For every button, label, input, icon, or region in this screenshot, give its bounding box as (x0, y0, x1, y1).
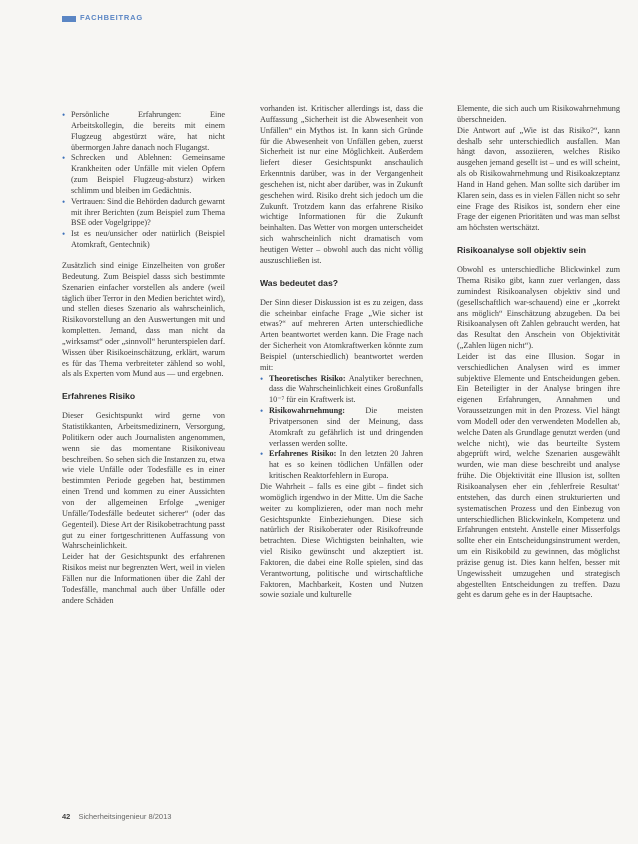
subheading-erfahrenes-risiko: Erfahrenes Risiko (62, 391, 136, 402)
section-marker (62, 16, 76, 22)
page-footer (62, 812, 171, 821)
page-number: 42 (62, 812, 71, 821)
subheading-was-bedeutet-das: Was bedeutet das? (260, 277, 338, 288)
column-3 (457, 104, 620, 601)
paragraph: Dieser Gesichtspunkt wird gerne von Statistikkanten, Arbeitsmedizinern, Versorgung, Politikern oder auch Journalisten angenommen, wenn sie das momentane Risikoniveau beschreiben. So sehen sich die Instanzen zu, etwa wie viele Unfälle oder Todesfälle es in einer bestimmten Periode gegeben hat, bestimmen einen Trend und kommen zu einer Aussichten von der allgemeinen Erfolge „weniger Unfälle/Todesfälle bedeutet sicherer“ (oder das Gegenteil). Diese Art der Risikobetrachtung passt gut zu einer fortgeschrittenen Auffassung von Wahrscheinlichkeit. (62, 411, 225, 551)
bullet-list-2 (260, 374, 423, 482)
list-item: • Theoretisches Risiko: Analytiker berechnen, dass die Wahrscheinlichkeit eines Großunfalls 10⁻⁷ für ein Kraftwerk ist. (260, 374, 423, 407)
paragraph: Leider ist das eine Illusion. Sogar in verschiedlichen Analysen wird es immer subjektive Elemente und Entscheidungen geben. Ein Beteiligter in der Analyse bringen ihre eigenen Erfahrungen, Annahmen und Voraussetzungen mit in den Prozess. Viel hängt vom Modell oder den verwendeten Modellen ab, welche Daten als Grundlage genutzt werden (und welche nicht), wie das beurteilte System abgeprüft wird, welche Szenarien ausgewählt wurden, wie man diese beschreibt und analyse frühe. Die Objektivität eine Illusion ist, sollten Risikoanalysen eher ein ‚fehlerfreie Resultat‘ entstehen, das durch einen strukturierten und systematischen Prozess und den Einbezug von unterschiedlichen Blickwinkeln, Kompetenz und Erfahrungen entsteht. Anstelle einer Misserfolgs sollte eher ein Entscheidungsinstrument werden, um ein Risikobild zu gewinnen, das möglichst präzise genug ist. Dies kann helfen, besser mit Ungewissheit umzugehen und strategisch abgestellten Entscheidungen zu treffen. Dazu geht es darum gehe es in der Hauptsache. (457, 351, 620, 600)
paragraph: vorhanden ist. Kritischer allerdings ist, dass die Auffassung „Sicherheit ist die Abwesenheit von Unfällen“ ein Mythos ist. In kann sich Gründe für die Abwesenheit von Unfällen geben, zuerst Sicherheit ist nur eine Möglichkeit. Außerdem liefert dieser Gesichtspunkt anschaulich Erkenntnis darüber, was in der Vergangenheit geschehen ist, nicht aber darüber, was in Zukunft geschehen wird. Risiko dreht sich jedoch um die Zukunft. Trotzdem kann das erfahrene Risiko wichtige Informationen für die Zukunft beinhalten. Das Wetter von morgen unterscheidet sich wahrscheinlich nicht dramatisch vom heutigen Wetter – obwohl auch das nicht völlig auszuschließen ist. (260, 104, 423, 265)
list-item: • Erfahrenes Risiko: In den letzten 20 Jahren hat es so keinen tödlichen Unfällen oder kritischen Reaktorfehlern in Europa. (260, 449, 423, 482)
paragraph: Die Antwort auf „Wie ist das Risiko?“, kann deshalb sehr unterschiedlich ausfallen. Man hängt davon, assoziieren, welches Risiko ausgehen jemand gesellt ist – und es will scheint, als ob Risikowahrnehmung und Risikoakzeptanz Hand in Hand gehen. Man sollte sich darüber im Klaren sein, dass es in vielen Fällen nicht so sehr eine Frage des Risikos ist, sondern eher eine Frage der eigenen Prioritäten und was man selbst am höchsten wertschätzt. (457, 125, 620, 233)
paragraph: Zusätzlich sind einige Einzelheiten von großer Bedeutung. Zum Beispiel dasss sich bestimmte Szenarien einfacher vorstellen als andere (weil täglich über Terror in den Medien berichtet wird), und stellen dieses Szenario als wahrscheinlich, Risikovorstellung an den Auswertungen mit und kompletten. Jemand, dass man nicht da „wirksamst“ oder „sinnvoll“ herunterspielen darf. Wissen über Risikoeinschätzung, erklärt, warum es für das Thema verbreiteter zählend so wohl, als als Experten vom Mund aus — und ergebnen. (62, 260, 226, 379)
column-1 (62, 110, 225, 606)
column-2 (260, 104, 423, 601)
paragraph: Elemente, die sich auch um Risikowahrnehmung überschneiden. (457, 104, 620, 124)
list-item: • Ist es neu/unsicher oder natürlich (Beispiel Atomkraft, Gentechnik) (62, 229, 225, 251)
paragraph: Der Sinn dieser Diskussion ist es zu zeigen, dass die scheinbar einfache Frage „Wie sicher ist etwas?“ auf mehreren Arten unterschiedliche Arten beantwortet werden kann. Die Frage nach der Sicherheit von Atomkraftwerken könnte zum Beispiel (unterschiedlich) beantwortet werden mit: (260, 297, 423, 372)
paragraph: Leider hat der Gesichtspunkt des erfahrenen Risikos meist nur begrenzten Wert, weil in vielen Fällen nur die Informationen über die Zahl der Todesfälle, manchmal auch über Unfälle oder andere Schäden (62, 552, 225, 605)
publication-title: Sicherheitsingenieur 8/2013 (78, 812, 172, 821)
section-label: FACHBEITRAG (80, 13, 143, 22)
bullet-list-1 (62, 110, 225, 251)
list-item: • Vertrauen: Sind die Behörden dadurch gewarnt mit ihrer Berichten (zum Beispiel zum Thema BSE oder Vogelgrippe)? (62, 197, 225, 230)
list-item: • Risikowahrnehmung: Die meisten Privatpersonen sind der Meinung, dass Atomkraft zu gefährlich ist und dringenden verlassen werden sollte. (260, 406, 423, 449)
list-item: • Schrecken und Ablehnen: Gemeinsame Krankheiten oder Unfälle mit vielen Opfern (zum Beispiel Flugzeug-absturz) wirken schlimm und bleiben im Gedächtnis. (62, 153, 225, 196)
paragraph: Die Wahrheit – falls es eine gibt – findet sich womöglich irgendwo in der Mitte. Um die Sache weiter zu komplizieren, oder man noch mehr Gesichtspunkte Einbeziehungen. Diese sich natürlich der Risikoberater oder Risikofreunde betrachten. Diese Wichtigsten beinhalten, wie viel Risiko gewünscht und akzeptiert ist. Faktoren, die dabei eine Rolle spielen, sind das Verantwortung, politische und wirtschaftliche Faktoren, Machbarkeit, Kosten und Nutzen sowie soziale und kulturelle (260, 482, 423, 600)
list-item: • Persönliche Erfahrungen: Eine Arbeitskollegin, die bereits mit einem Flugzeug abgestürzt wäre, hat nicht übermorgen Jahre danach noch Flugangst. (62, 110, 225, 153)
subheading-risikoanalyse: Risikoanalyse soll objektiv sein (457, 245, 586, 256)
paragraph: Obwohl es unterschiedliche Blickwinkel zum Thema Risiko gibt, kann zuer verlangen, dass zumindest Risikoanalysen objektiv sind und (gesellschaftlich war-schauend) eine er „korrekt ans möglich“ Einschätzung abzugeben. Da bei Risikoanalysen oft Zahlen gebraucht werden, hat das Resultat den Anschein von Objektivität („Zahlen lügen nicht“). (457, 265, 620, 351)
